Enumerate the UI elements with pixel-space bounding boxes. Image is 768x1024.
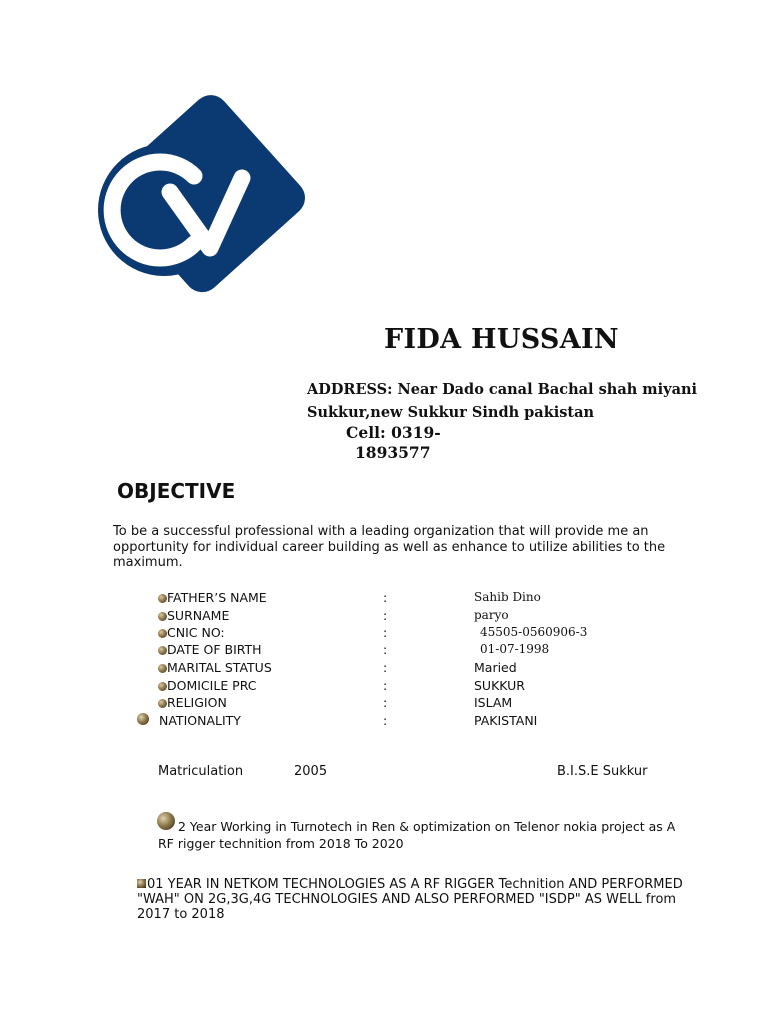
objective-heading: OBJECTIVE: [117, 479, 236, 503]
detail-colon: :: [383, 625, 388, 640]
address-line-2: Sukkur,new Sukkur Sindh pakistan: [307, 404, 595, 421]
cell-line-1: Cell: 0319-: [346, 423, 441, 442]
detail-label: CNIC NO:: [167, 625, 225, 640]
candidate-name: FIDA HUSSAIN: [384, 324, 619, 355]
detail-row-nationality: [0, 713, 768, 730]
detail-row-marital-status: [0, 660, 768, 677]
detail-value: Maried: [474, 660, 517, 675]
detail-colon: :: [383, 660, 388, 675]
cv-logo: [92, 92, 318, 298]
cell-line-2: 1893577: [355, 443, 431, 462]
objective-text: To be a successful professional with a leading organization that will provide me an opportunity for individual career building as well as enhance to utilize abilities to the maximum.: [113, 524, 666, 570]
detail-colon: :: [383, 695, 388, 710]
detail-label: MARITAL STATUS: [167, 660, 272, 675]
detail-colon: :: [383, 678, 388, 693]
detail-colon: :: [383, 713, 388, 728]
detail-row-domicile: [0, 678, 768, 695]
experience-item-1: 2 Year Working in Turnotech in Ren & optimization on Telenor nokia project as A RF rigger technition from 2018 To 2020: [158, 819, 676, 851]
detail-value: paryo: [474, 608, 509, 622]
detail-label: NATIONALITY: [159, 713, 241, 728]
education-year: 2005: [294, 764, 328, 779]
detail-label: SURNAME: [167, 608, 230, 623]
bullet-icon: [158, 682, 167, 691]
detail-row-cnic: [0, 625, 768, 642]
bullet-icon: [158, 612, 167, 621]
detail-value: SUKKUR: [474, 678, 525, 693]
detail-value: PAKISTANI: [474, 713, 538, 728]
detail-value: ISLAM: [474, 695, 513, 710]
bullet-icon: [158, 664, 167, 673]
bullet-icon: [158, 594, 167, 603]
experience-item-2: 01 YEAR IN NETKOM TECHNOLOGIES AS A RF RIGGER Technition AND PERFORMED "WAH" ON 2G,3G,4G TECHNOLOGIES AND ALSO PERFORMED "ISDP" AS WELL from 2017 to 2018: [137, 877, 683, 922]
detail-row-religion: [0, 695, 768, 712]
education-row: [0, 764, 768, 781]
detail-value: 45505-0560906-3: [480, 625, 588, 639]
detail-colon: :: [383, 608, 388, 623]
detail-value: 01-07-1998: [480, 642, 550, 656]
address-line-1: ADDRESS: Near Dado canal Bachal shah miyani: [307, 381, 698, 398]
detail-colon: :: [383, 590, 388, 605]
detail-row-fathers-name: [0, 590, 768, 607]
detail-label: DATE OF BIRTH: [167, 642, 262, 657]
detail-row-surname: [0, 608, 768, 625]
education-degree: Matriculation: [158, 764, 244, 779]
bullet-icon: [158, 629, 167, 638]
bullet-icon: [158, 646, 167, 655]
detail-label: DOMICILE PRC: [167, 678, 257, 693]
detail-row-dob: [0, 642, 768, 659]
detail-value: Sahib Dino: [474, 590, 541, 604]
education-board: B.I.S.E Sukkur: [557, 764, 648, 779]
detail-label: RELIGION: [167, 695, 227, 710]
detail-colon: :: [383, 642, 388, 657]
bullet-icon: [158, 699, 167, 708]
detail-label: FATHER’S NAME: [167, 590, 267, 605]
